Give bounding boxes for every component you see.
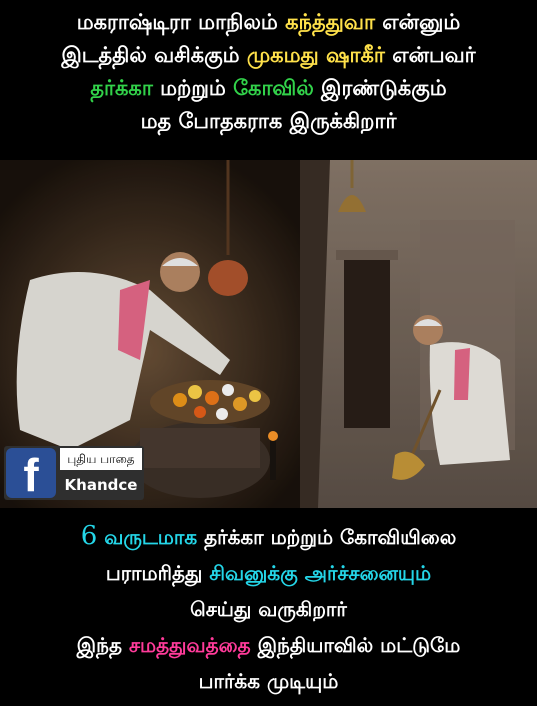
- footer-line-1-a: வருடமாக: [97, 525, 205, 549]
- footer-line-4: [0, 627, 537, 663]
- header-line-1-a: மகராஷ்டிரா மாநிலம்: [76, 10, 286, 34]
- footer-line-4-c: இந்தியாவில் மட்டுமே: [250, 633, 461, 657]
- facebook-icon: f: [6, 448, 56, 498]
- header-line-3: [0, 72, 537, 105]
- page-handle-label: Khandce: [64, 476, 138, 494]
- footer-line-1: [0, 508, 537, 555]
- years-number: 6: [80, 521, 98, 551]
- header-line-2: [0, 39, 537, 72]
- shiva-archana: சிவனுக்கு அர்ச்சனையும்: [209, 561, 432, 585]
- header-line-3-d: இரண்டுக்கும்: [313, 76, 447, 100]
- header-line-1: [0, 0, 537, 39]
- footer-line-5: பார்க்க முடியும்: [198, 669, 339, 693]
- temple-photo: [0, 160, 537, 508]
- footer-line-2: [0, 555, 537, 591]
- header-line-1-c: என்னும்: [374, 10, 461, 34]
- facebook-page-badge: [4, 446, 144, 500]
- footer-line-3: செய்து வருகிறார்: [190, 597, 347, 621]
- header-line-2-a: இடத்தில் வசிக்கும்: [61, 43, 247, 67]
- header-caption: [0, 0, 537, 160]
- header-line-4: மத போதகராக இருக்கிறார்: [140, 109, 397, 133]
- person-name: முகமது ஷாகீர்: [246, 43, 385, 67]
- place-name: கந்த்துவா: [285, 10, 375, 34]
- dargah-word: தர்க்கா: [90, 76, 153, 100]
- temple-word: கோவில்: [233, 76, 314, 100]
- header-line-3-b: மற்றும்: [152, 76, 234, 100]
- footer-line-1-b: தர்க்கா மற்றும் கோவியிலை: [204, 525, 457, 549]
- header-line-2-c: என்பவர்: [384, 43, 476, 67]
- footer-line-4-a: இந்த: [76, 633, 129, 657]
- page-name-label: புதிய பாதை: [60, 448, 142, 470]
- footer-line-2-a: பராமரித்து: [105, 561, 210, 585]
- equality-word: சமத்துவத்தை: [128, 633, 251, 657]
- footer-caption: [0, 508, 537, 706]
